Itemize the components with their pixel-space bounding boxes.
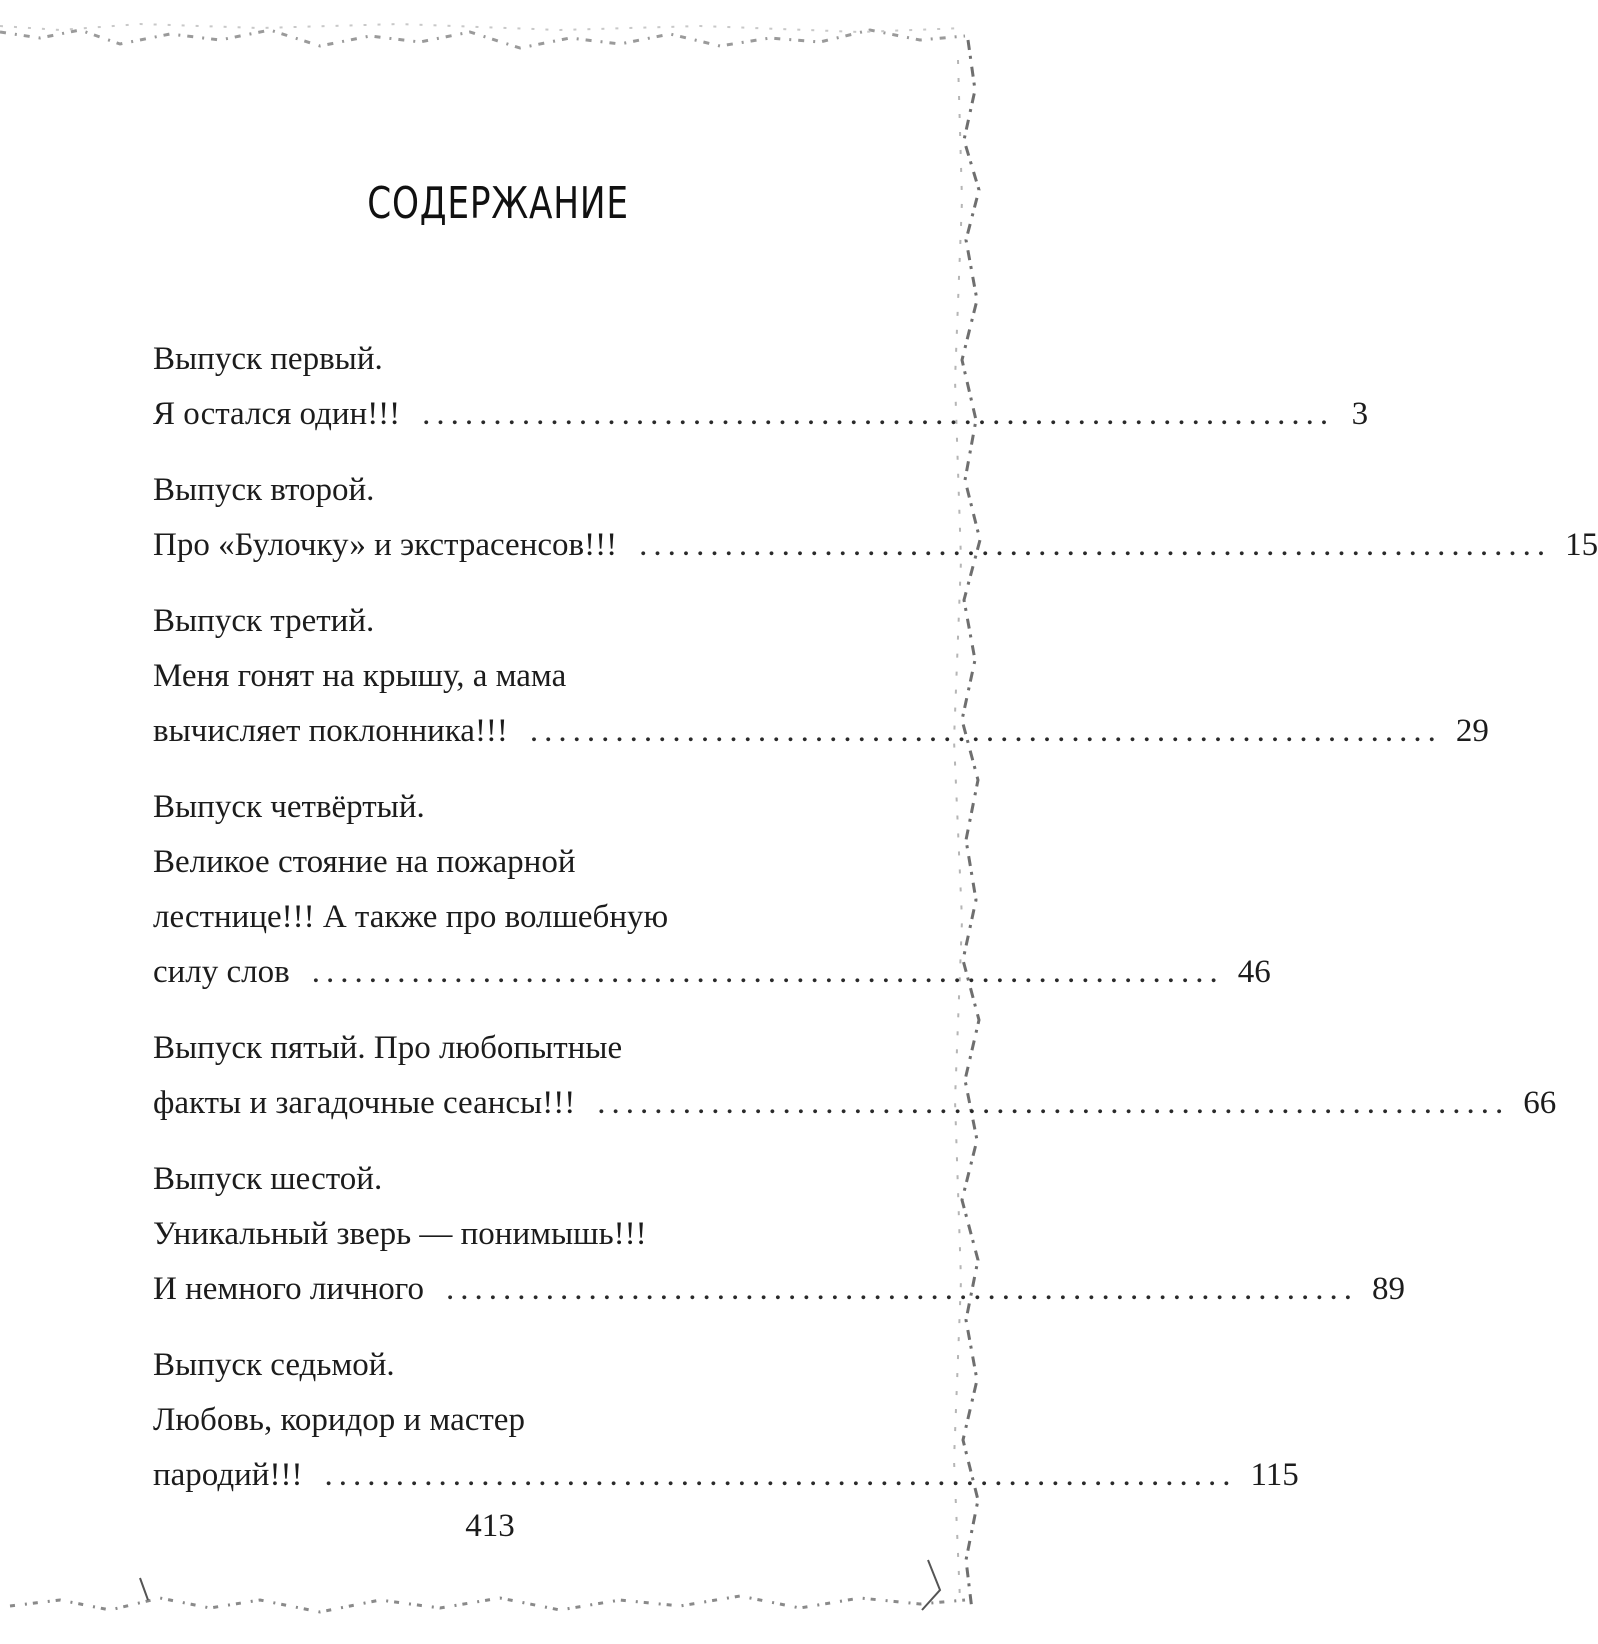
toc-line: Выпуск седьмой. xyxy=(153,1347,395,1383)
toc-entry xyxy=(153,332,1369,442)
toc-line: Любовь, коридор и мастер xyxy=(153,1402,525,1438)
leader-dots: ................................................................ xyxy=(311,954,1224,990)
toc-line: Выпуск третий. xyxy=(153,603,375,639)
toc-line: факты и загадочные сеансы!!! xyxy=(153,1085,576,1121)
toc-line: И немного личного xyxy=(153,1271,424,1307)
toc-line: Меня гонят на крышу, а мама xyxy=(153,658,567,694)
top-edge-texture xyxy=(0,30,965,48)
leader-dots: ................................................................ xyxy=(639,527,1552,563)
leader-dots: ................................................................ xyxy=(446,1271,1358,1307)
toc-last-line xyxy=(153,1076,1557,1131)
page-number: 413 xyxy=(465,1508,515,1544)
toc-page-number: 3 xyxy=(1351,396,1369,432)
toc-line: Выпуск второй. xyxy=(153,472,375,508)
toc-line: Уникальный зверь — понимышь!!! xyxy=(153,1216,647,1252)
toc-line: Великое стояние на пожарной xyxy=(153,844,576,880)
toc-last-line xyxy=(153,704,1489,759)
toc-page-number: 89 xyxy=(1372,1271,1405,1307)
toc-page-number: 15 xyxy=(1565,527,1598,563)
toc-entry xyxy=(153,463,1598,573)
toc-line: вычисляет поклонника!!! xyxy=(153,713,508,749)
toc-entry xyxy=(153,1338,1299,1503)
toc-last-line xyxy=(153,1448,1299,1503)
toc-last-line xyxy=(153,387,1369,442)
toc-page-number: 46 xyxy=(1237,954,1271,990)
right-edge-texture xyxy=(962,40,980,1610)
toc-page-number: 29 xyxy=(1455,713,1489,749)
toc-line: Выпуск первый. xyxy=(153,341,383,377)
toc-line: Я остался один!!! xyxy=(153,396,401,432)
toc-line: лестнице!!! А также про волшебную xyxy=(153,899,669,935)
toc-line: пародий!!! xyxy=(153,1457,303,1493)
toc-line: Про «Булочку» и экстрасенсов!!! xyxy=(153,527,618,563)
toc-last-line xyxy=(153,945,1271,1000)
leader-dots: ................................................................ xyxy=(529,713,1442,749)
leader-dots: ................................................................ xyxy=(324,1457,1237,1493)
toc-entry xyxy=(153,1152,1405,1317)
toc-page-number: 115 xyxy=(1250,1457,1299,1493)
toc-line: Выпуск пятый. Про любопытные xyxy=(153,1030,623,1066)
toc-page-number: 66 xyxy=(1523,1085,1557,1121)
toc-line: силу слов xyxy=(153,954,290,990)
table-of-contents xyxy=(153,332,1598,1524)
toc-entry xyxy=(153,594,1489,759)
toc-line: Выпуск шестой. xyxy=(153,1161,383,1197)
toc-line: Выпуск четвёртый. xyxy=(153,789,425,825)
toc-entry xyxy=(153,780,1271,1000)
leader-dots: ................................................................ xyxy=(597,1085,1510,1121)
page-title: СОДЕРЖАНИЕ xyxy=(367,178,629,229)
bottom-edge-texture xyxy=(10,1596,965,1612)
leader-dots: ................................................................ xyxy=(422,396,1335,432)
toc-last-line xyxy=(153,518,1598,573)
toc-entry xyxy=(153,1021,1557,1131)
toc-last-line xyxy=(153,1262,1405,1317)
